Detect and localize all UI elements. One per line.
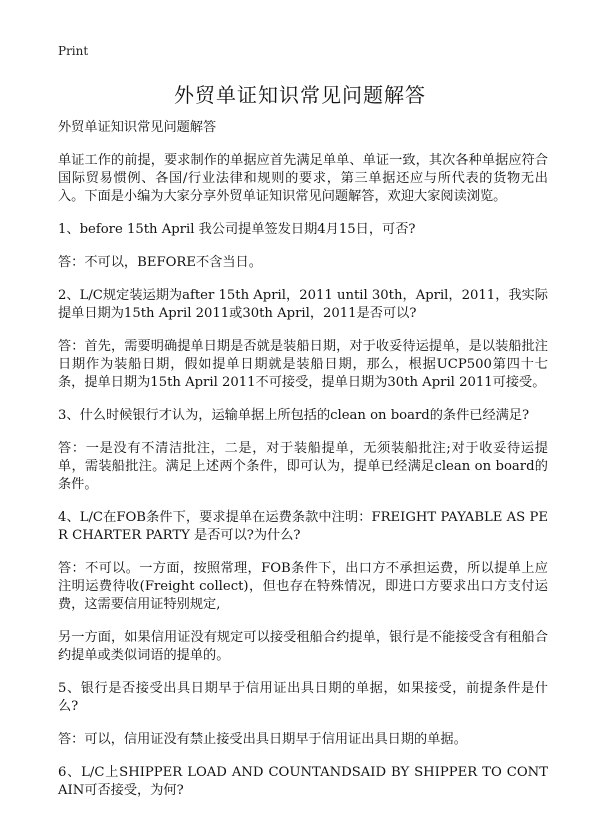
question-3: 3、什么时候银行才认为，运输单据上所包括的clean on board的条件已经满足? [58, 408, 530, 423]
question-5: 5、银行是否接受出具日期早于信用证出具日期的单据，如果接受，前提条件是什么? [58, 681, 548, 714]
question-6: 6、L/C上SHIPPER LOAD AND COUNTANDSAID BY SHIPPER TO CONTAIN可否接受，为何? [58, 765, 548, 798]
question-1: 1、before 15th April 我公司提单签发日期4月15日，可否? [58, 222, 416, 237]
print-link[interactable]: Print [58, 44, 89, 58]
answer-4b: 另一方面，如果信用证没有规定可以接受租船合约提单，银行是不能接受含有租船合约提单或类似词语的提单的。 [58, 630, 548, 663]
question-2: 2、L/C规定装运期为after 15th April，2011 until 30th，April，2011，我实际提单日期为15th April 2011或30th April，2011是否可以? [58, 288, 548, 321]
answer-5: 答：可以，信用证没有禁止接受出具日期早于信用证出具日期的单据。 [58, 732, 467, 747]
answer-3: 答：一是没有不清洁批注，二是，对于装船提单，无须装船批注;对于收妥待运提单，需装船批注。满足上述两个条件，即可认为，提单已经满足clean on board的条件。 [58, 441, 548, 492]
article-subtitle: 外贸单证知识常见问题解答 [58, 120, 217, 135]
answer-2: 答：首先，需要明确提单日期是否就是装船日期，对于收妥待运提单，是以装船批注日期作为装船日期，假如提单日期就是装船日期，那么，根据UCP500第四十七条，提单日期为15th April 2011不可接受，提单日期为30th April 2011可接受。 [58, 339, 548, 390]
page-title: 外贸单证知识常见问题解答 [174, 83, 426, 107]
answer-4a: 答：不可以。一方面，按照常理，FOB条件下，出口方不承担运费，所以提单上应注明运费待收(Freight collect)，但也存在特殊情况，即进口方要求出口方支付运费，这需要信用证特别规定, [58, 561, 548, 612]
answer-1: 答：不可以，BEFORE不含当日。 [58, 255, 262, 270]
article-body [58, 119, 548, 815]
intro-paragraph: 单证工作的前提，要求制作的单据应首先满足单单、单证一致，其次各种单据应符合国际贸易惯例、各国/行业法律和规则的要求，第三单据还应与所代表的货物无出入。下面是小编为大家分享外贸单证知识常见问题解答，欢迎大家阅读浏览。 [58, 153, 548, 204]
question-4: 4、L/C在FOB条件下，要求提单在运费条款中注明：FREIGHT PAYABLE AS PER CHARTER PARTY 是否可以?为什么? [58, 510, 548, 543]
